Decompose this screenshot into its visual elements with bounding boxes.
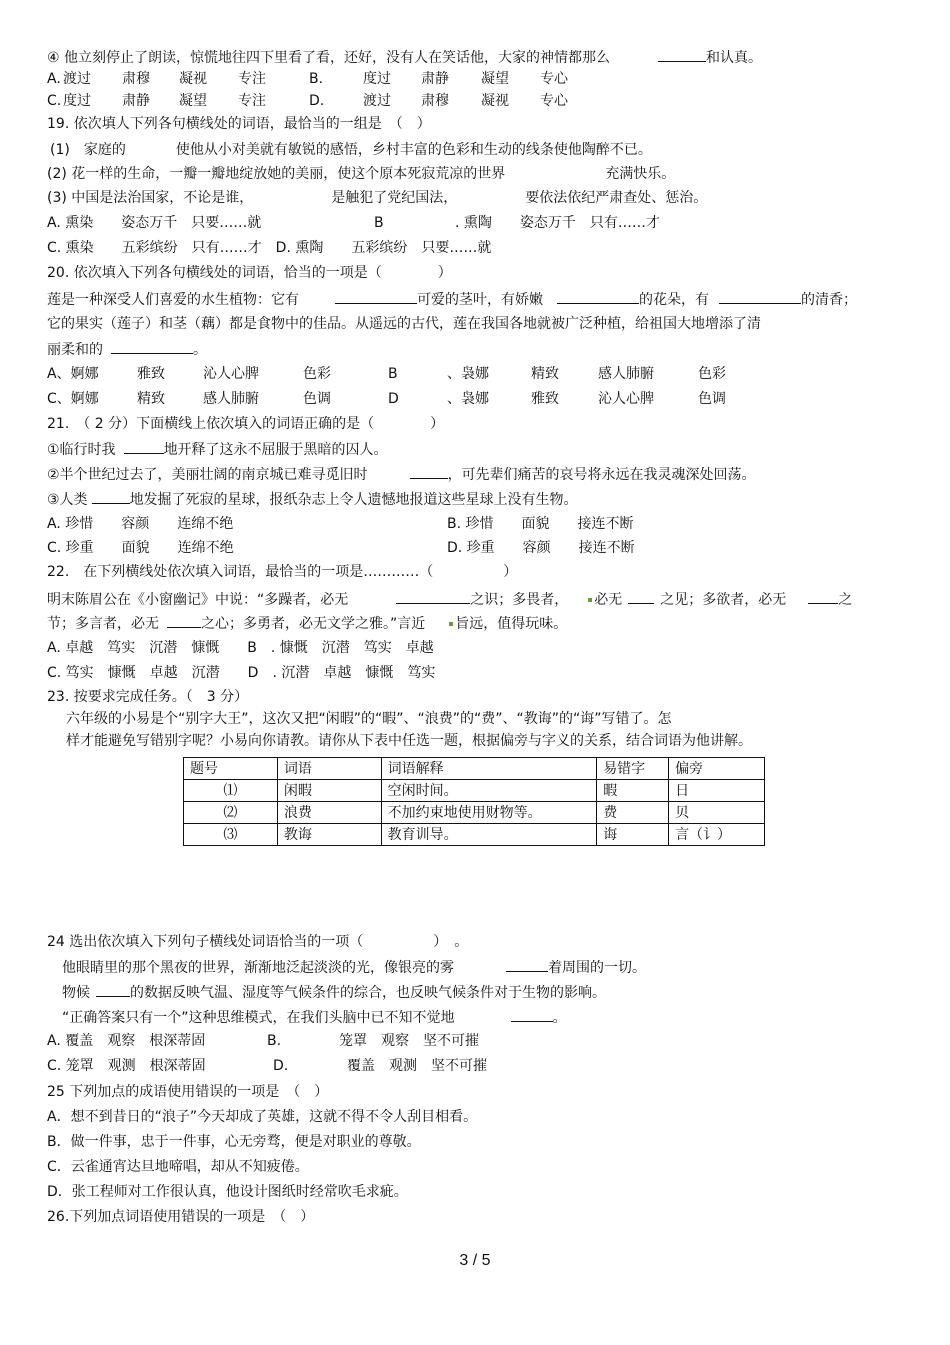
passage-part: 的清香；: [801, 292, 857, 308]
q18-sentence-4: [47, 47, 762, 68]
q25-stem: 25 下列加点的成语使用错误的一项是 （ ）: [47, 1084, 329, 1100]
q24-options-cd: [47, 1056, 487, 1076]
option-word: 度过: [363, 71, 391, 87]
q21-sentence-3: [47, 489, 578, 510]
option-word: A、婀娜: [47, 366, 99, 382]
passage-part: 的花朵，有: [639, 292, 709, 308]
option-word: 专注: [238, 71, 266, 87]
q21-stem: 21. （ 2 分）下面横线上依次填入的词语正确的是（ ）: [47, 416, 445, 432]
page-number: 3 / 5: [459, 1252, 491, 1269]
q22-options-cd: C. 笃实 慷慨 卓越 沉潜 D . 沉潜 卓越 慷慨 笃实: [47, 665, 436, 681]
table-header: 易错字: [597, 758, 669, 780]
table-header-row: [184, 758, 765, 780]
option-word: 雅致: [531, 391, 559, 407]
passage-part: 明末陈眉公在《小窗幽记》中说：“多躁者，必无: [47, 592, 349, 608]
option-letter: B.: [309, 71, 324, 87]
q26-stem: 26.下列加点词语使用错误的一项是 （ ）: [47, 1209, 315, 1225]
option-word: 感人肺腑: [203, 391, 259, 407]
passage-part: 节；多言者，必无: [47, 616, 159, 632]
option-b: B. 珍惜 面貌 接连不断: [447, 516, 634, 532]
q20-passage-3: [47, 339, 207, 360]
option-letter: D.: [309, 93, 325, 109]
sentence-part: 。: [552, 1010, 567, 1026]
table-header: 词语: [277, 758, 381, 780]
blank: [628, 589, 654, 604]
option-word: 沁人心脾: [598, 391, 654, 407]
passage-part: 丽柔和的: [47, 342, 103, 358]
option-word: 色调: [303, 391, 331, 407]
sentence-part: (1) 家庭的: [50, 142, 126, 158]
q23-table: [183, 757, 765, 846]
blank: [658, 47, 706, 62]
sentence-part: 的数据反映气温、湿度等气候条件的综合，也反映气候条件对于生物的影响。: [130, 985, 606, 1001]
option-word: 凝望: [481, 71, 509, 87]
q20-passage-1: [47, 289, 857, 310]
table-row: [184, 824, 765, 846]
blank: [410, 464, 448, 479]
q19-options-cd: C. 熏染 五彩缤纷 只有……才 D. 熏陶 五彩缤纷 只要……就: [47, 240, 492, 256]
sentence-part: ③人类: [47, 492, 88, 508]
blank: [335, 289, 417, 304]
dot-mark: [449, 622, 453, 626]
option-c: C. 笼罩 观测 根深蒂固: [47, 1058, 206, 1074]
option-word: 精致: [137, 391, 165, 407]
option-word: 精致: [531, 366, 559, 382]
passage-part: 之: [838, 592, 853, 608]
option-word: 色调: [698, 391, 726, 407]
passage-part: 。: [193, 342, 207, 358]
table-cell: ⑵: [184, 802, 278, 824]
blank: [396, 589, 470, 604]
q22-options-ab: A. 卓越 笃实 沉潜 慷慨 B . 慷慨 沉潜 笃实 卓越: [47, 640, 434, 656]
table-cell: 不加约束地使用财物等。: [381, 802, 597, 824]
q20-stem: 20. 依次填入下列各句横线处的词语，恰当的一项是（ ）: [47, 265, 452, 281]
passage-part: 必无: [594, 592, 623, 608]
table-cell: 日: [669, 780, 765, 802]
table-header: 偏旁: [669, 758, 765, 780]
option-word: 、袅娜: [447, 366, 489, 382]
blank: [96, 982, 130, 997]
option-d-letter: D.: [273, 1058, 289, 1074]
table-cell: 费: [597, 802, 669, 824]
q24-sentence-2: [62, 982, 606, 1003]
sentence-part: 地发掘了死寂的星球，报纸杂志上令人遗憾地报道这些星球上没有生物。: [129, 492, 578, 508]
q23-passage-1: 六年级的小易是个“别字大王”，这次又把“闲暇”的“暇”、“浪费”的“费”、“教诲”的“诲”写错了。怎: [66, 711, 672, 727]
passage-part: 可爱的茎叶，有娇嫩: [417, 292, 543, 308]
blank: [506, 957, 548, 972]
table-header: 题号: [184, 758, 278, 780]
option-word: 、袅娜: [447, 391, 489, 407]
option-b-letter: B: [374, 215, 384, 231]
q23-passage-2: 样才能避免写错别字呢？小易向你请教。请你从下表中任选一题，根据偏旁与字义的关系，结合词语为他讲解。: [66, 733, 752, 749]
q19-options-ab: [47, 213, 660, 233]
sentence-part: (2) 花一样的生命，一瓣一瓣地绽放她的美丽，使这个原本死寂荒凉的世界: [47, 166, 506, 182]
sentence-part: (3) 中国是法治国家，不论是谁，: [47, 190, 254, 206]
q25-option-b: B．做一件事，忠于一件事，心无旁骛，便是对职业的尊敬。: [47, 1134, 421, 1150]
q21-sentence-1: [47, 439, 388, 460]
option-word: 肃静: [122, 93, 150, 109]
option-d: 覆盖 观测 坚不可摧: [347, 1058, 487, 1074]
q25-option-a: A．想不到昔日的“浪子”今天却成了英雄，这就不得不令人刮目相看。: [47, 1109, 478, 1125]
passage-part: 旨远，值得玩味。: [455, 616, 568, 632]
q24-stem: 24 选出依次填入下列句子横线处词语恰当的一项（ ） 。: [47, 934, 469, 950]
option-word: 专心: [540, 93, 568, 109]
option-word: 凝视: [179, 71, 207, 87]
option-a: A. 珍惜 容颜 连绵不绝: [47, 516, 234, 532]
q24-sentence-3: [62, 1007, 567, 1028]
option-word: 专心: [540, 71, 568, 87]
table-cell: 言（讠）: [669, 824, 765, 846]
option-word: 渡过: [63, 71, 91, 87]
sentence-part: 是触犯了党纪国法，: [331, 190, 458, 206]
option-word: 色彩: [698, 366, 726, 382]
blank: [719, 289, 801, 304]
passage-part: 之心；多勇者，必无文学之雅。”言近: [201, 616, 426, 632]
option-letter: A.: [47, 71, 61, 87]
sentence-part: 要依法依纪严肃查处、惩治。: [525, 190, 708, 206]
q18-sentence-tail: 和认真。: [706, 50, 762, 66]
q19-sentence-3: [47, 188, 707, 208]
table-cell: 教育训导。: [381, 824, 597, 846]
passage-part: 之见；多欲者，必无: [660, 592, 787, 608]
option-word: 雅致: [137, 366, 165, 382]
q19-sentence-1: [50, 140, 652, 160]
option-word: 肃穆: [122, 71, 150, 87]
table-cell: 浪费: [277, 802, 381, 824]
blank: [167, 613, 201, 628]
option-word: 度过: [63, 93, 91, 109]
option-letter: B: [388, 366, 398, 382]
q19-sentence-2: [47, 164, 675, 184]
q22-stem: 22. 在下列横线处依次填入词语，最恰当的一项是…………（ ）: [47, 564, 518, 580]
table-row: [184, 780, 765, 802]
sentence-part: 使他从小对美就有敏锐的感悟，乡村丰富的色彩和生动的线条使他陶醉不已。: [175, 142, 652, 158]
q19-stem: 19. 依次填人下列各句横线处的词语，最恰当的一组是 （ ）: [47, 116, 431, 132]
blank: [511, 1007, 553, 1022]
option-b: 笼罩 观察 坚不可摧: [339, 1033, 479, 1049]
table-cell: 闲暇: [277, 780, 381, 802]
blank: [111, 339, 193, 354]
q21-options-ab: [47, 514, 634, 534]
table-header: 词语解释: [381, 758, 597, 780]
option-word: 凝望: [179, 93, 207, 109]
option-word: 专注: [238, 93, 266, 109]
q21-sentence-2: [47, 464, 756, 485]
option-b: . 熏陶 姿态万千 只有……才: [455, 215, 660, 231]
sentence-part: 着周围的一切。: [548, 960, 646, 976]
option-word: C、婀娜: [47, 391, 99, 407]
q24-options-ab: [47, 1031, 479, 1051]
blank: [124, 439, 164, 454]
option-a: A. 覆盖 观察 根深蒂固: [47, 1033, 206, 1049]
table-cell: 诲: [597, 824, 669, 846]
option-word: 感人肺腑: [598, 366, 654, 382]
sentence-part: 物候: [62, 985, 90, 1001]
option-c: C. 珍重 面貌 连绵不绝: [47, 540, 234, 556]
q23-stem: 23. 按要求完成任务。（ 3 分）: [47, 689, 249, 705]
sentence-part: ①临行时我: [47, 442, 116, 458]
passage-part: 之识；多畏者，: [470, 592, 569, 608]
passage-part: 莲是一种深受人们喜爱的水生植物：它有: [47, 292, 299, 308]
option-letter: C.: [47, 93, 62, 109]
option-d: D. 珍重 容颜 接连不断: [447, 540, 635, 556]
blank: [92, 489, 130, 504]
table-cell: 空闲时间。: [381, 780, 597, 802]
table-cell: 贝: [669, 802, 765, 824]
table-cell: 暇: [597, 780, 669, 802]
q22-passage-2: [47, 613, 567, 634]
table-cell: ⑴: [184, 780, 278, 802]
q22-passage-1: [47, 589, 852, 610]
option-a: A. 熏染 姿态万千 只要……就: [47, 215, 262, 231]
option-word: 肃穆: [421, 93, 449, 109]
option-b-letter: B.: [267, 1033, 282, 1049]
table-cell: ⑶: [184, 824, 278, 846]
dot-mark: [588, 598, 592, 602]
option-word: 肃静: [421, 71, 449, 87]
blank: [808, 589, 838, 604]
table-row: [184, 802, 765, 824]
sentence-part: ，可先辈们痛苦的哀号将永远在我灵魂深处回荡。: [447, 467, 756, 483]
sentence-part: 地开释了这永不屈服于黑暗的囚人。: [163, 442, 388, 458]
q24-sentence-1: [62, 957, 646, 978]
option-word: 色彩: [303, 366, 331, 382]
q18-sentence-text: ④ 他立刻停止了朗读，惊慌地往四下里看了看，还好，没有人在笑话他，大家的神情都那么: [47, 50, 610, 66]
sentence-part: 充满快乐。: [605, 166, 676, 182]
sentence-part: ②半个世纪过去了，美丽壮阔的南京城已难寻觅旧时: [47, 467, 368, 483]
option-word: 渡过: [363, 93, 391, 109]
table-cell: 教诲: [277, 824, 381, 846]
sentence-part: “正确答案只有一个”这种思维模式，在我们头脑中已不知不觉地: [62, 1010, 455, 1026]
sentence-part: 他眼睛里的那个黑夜的世界，渐渐地泛起淡淡的光，像银亮的雾: [62, 960, 454, 976]
q20-passage-2: 它的果实（莲子）和茎（藕）都是食物中的佳品。从遥远的古代，莲在我国各地就被广泛种植，给祖国大地增添了清: [47, 316, 761, 332]
q25-option-d: D．张工程师对工作很认真，他设计图纸时经常吹毛求疵。: [47, 1184, 408, 1200]
option-letter: D: [388, 391, 399, 407]
option-word: 凝视: [481, 93, 509, 109]
blank: [557, 289, 639, 304]
q21-options-cd: [47, 538, 635, 558]
q25-option-c: C．云雀通宵达旦地啼唱，却从不知疲倦。: [47, 1159, 309, 1175]
option-word: 沁人心脾: [203, 366, 259, 382]
